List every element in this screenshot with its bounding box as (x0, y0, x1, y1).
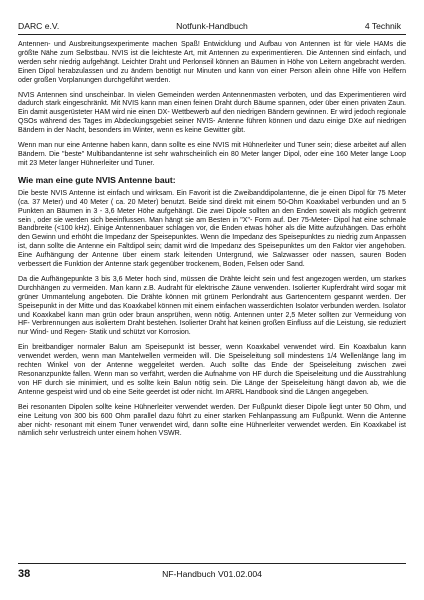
section-heading: Wie man eine gute NVIS Antenne baut: (18, 174, 176, 185)
footer-rule (18, 563, 406, 564)
paragraph: Die beste NVIS Antenne ist einfach und wirksam. Ein Favorit ist die Zweibanddipolantenne, die je einen Dipol für 75 Meter (ca. 37 Meter) und 40 Meter ( ca. 20 Meter) benutzt. Beide sind direkt mit einem 50-Ohm Koaxkabel verbunden und an 5 Punkten an Bäumen in 3 - 3,6 Meter Höhe aufgehängt. Die zwei Dipole sollten an den Enden soweit als möglich getrennt sein , oder sie werden sich beeinflussen. Man hängt sie am Besten in "X"- Form auf. Der 75-Meter- Dipol hat eine schmale Bandbreite (<100 kHz). Einige Antennenbauer schlagen vor, die Enden etwas höher als die Mitte aufzuhängen. Das erhöht den Gewinn und erhöht die Impedanz der Speisepunktes. Wenn die Impedanz des Speisepunktes zu niedrig zum Anpassen ist, dann sollte die Antenne ein Faltdipol sein; damit wird die Impedanz des Speisepunktes um den Faktor vier angehoben. Eine Aufhängung der Antenne über einem stark leitenden Untergrund, wie Salzwasser oder nassen, sauren Boden verbessert die Funktion der Antenne stark gegenüber trockenem, Boden, Felsen oder Sand. (18, 189, 406, 269)
page-body (18, 41, 406, 445)
paragraph: Antennen- und Ausbreitungsexperimente machen Spaß! Entwicklung und Aufbau von Antennen ist für viele HAMs die größte Nähe zum Selbstbau. NVIS ist die leichteste Art, mit Antennen zu experimentieren. Die Antennen sind einfach, und werden sehr niedrig aufgehängt. Leichter Draht und Perlonseil können an Bäumen in Höhe von Leitern angebracht werden. Einen Dipol herabzulassen und zu ändern benötigt nur Minuten und kann von einer Person allein ohne Hilfe von Helfern oder großen Vorplanungen durchgeführt werden. (18, 41, 406, 84)
footer-version: NF-Handbuch V01.02.004 (162, 569, 262, 579)
header-rule (18, 34, 406, 35)
paragraph: Wenn man nur eine Antenne haben kann, dann sollte es eine NVIS mit Hühnerleiter und Tuner sein; diese arbeitet auf allen Bändern. Die "beste" Multibandantenne ist sehr wahrscheinlich ein 80 Meter langer Dipol, oder eine 160 Meter lange Loop mit 23 Meter langer Hühnerleiter und Tuner. (18, 142, 406, 167)
header-organization: DARC e.V. (18, 21, 60, 31)
page-number: 38 (18, 568, 31, 580)
paragraph: NVIS Antennen sind unscheinbar. In vielen Gemeinden werden Antennenmasten verboten, und das Experimentieren wird dadurch stark eingeschränkt. Mit NVIS kann man einen feinen Draht durch Bäume spannen, oder über einen privaten Zaun. Ein damit ausgerüsteter HAM wird nie einen DX- Wettbewerb auf den niedrigen Bändern gewinnen. Er wird jedoch regionale QSOs während des Tages im Abdeckungsgebiet seiner NVIS- Antenne führen können und dazu einige DXe auf niedrigen Bändern in der Nacht, besonders im Winter, wenn es keine Gewitter gibt. (18, 91, 406, 135)
paragraph: Bei resonanten Dipolen sollte keine Hühnerleiter verwendet werden. Der Fußpunkt dieser Dipole liegt unter 50 Ohm, und eine Leitung von 300 bis 600 Ohm parallel dazu führt zu einer starken Fehlanpassung am Fußpunkt. Wenn die Antenne aber nicht- resonant mit einem Tuner verwendet wird, dann sollte eine Hühnerleiter verwendet werden. Ein Koaxkabel ist nämlich sehr verlustreich unter einem hohen VSWR. (18, 403, 406, 438)
paragraph: Da die Aufhängepunkte 3 bis 3,6 Meter hoch sind, müssen die Drähte leicht sein und fest angezogen werden, um starkes Durchhängen zu vermeiden. Man kann z.B. Audraht für elektrische Zäune verwenden. Isolierter Kupferdraht wird sogar mit grüner Ummantelung angeboten. Die Drähte können mit grünem Perlondraht aus Gartencentern gespannt werden. Der Speisepunkt in der Mitte und das Koaxkabel können mit einem einfachen wasserdichten Isolator verbunden werden. Isolator und Koaxkabel kann man grün oder braun ansprühen, wenn nötig. Antennen unter 2,5 Meter sollten zur Vermeidung von HF- Verbrennungen aus isoliertem Draht bestehen. Isolierter Draht hat keinen großen Einfluss auf die Leistung, sie reduziert nur Wind- und Regen- Statik und schützt vor Korrosion. (18, 275, 406, 337)
header-document-title: Notfunk-Handbuch (176, 21, 248, 31)
header-chapter: 4 Technik (364, 21, 401, 31)
paragraph: Ein breitbandiger normaler Balun am Speisepunkt ist besser, wenn Koaxkabel verwendet wird. Ein Koaxbalun kann verwendet werden, wenn man Mantelwellen vermeiden will. Die Speiseleitung soll mindestens 1/4 Wellenlänge lang im rechten Winkel von der Antenne weggeleitet werden. Auch sollte das Ende der Speiseleitung zwischen zwei Resonanzpunkte fallen. Wenn man so verfährt, werden die Aufnahme von HF durch die Speiseleitung und die Ausstrahlung von HF durch sie minimiert, und es sollte kein Balun nötig sein. Die Länge der Speiseleitung hängt davon ab, wie die Antenne gespeist wird und ob eine Seite geerdet ist oder nicht. Im ARRL Handbook sind die Längen angegeben. (18, 344, 406, 396)
